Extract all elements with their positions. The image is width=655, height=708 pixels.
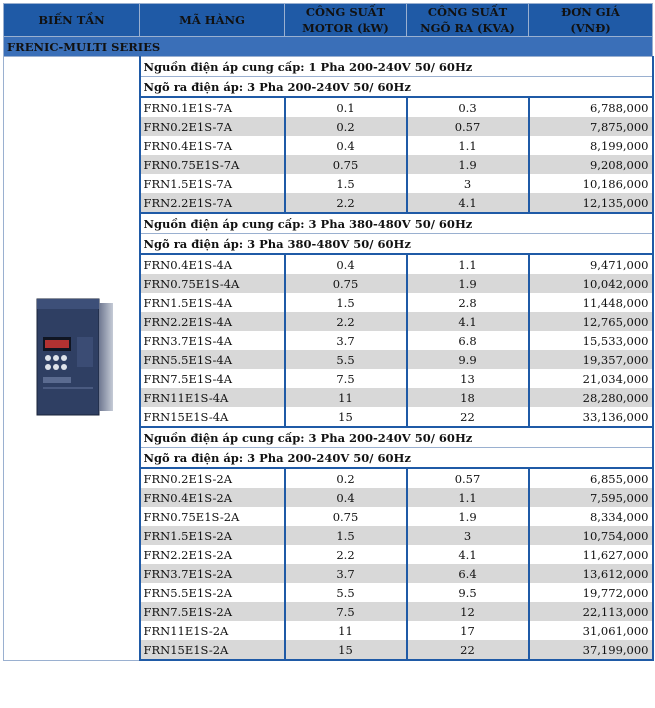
unit-price: 10,754,000 [529,526,653,545]
motor-power: 0.75 [285,155,407,174]
header-inverter [4,4,140,37]
unit-price: 15,533,000 [529,331,653,350]
motor-power: 2.2 [285,312,407,331]
price-table [3,3,654,661]
unit-price: 12,765,000 [529,312,653,331]
output-power: 4.1 [407,545,529,564]
series-title: FRENIC-MULTI SERIES [4,37,653,57]
product-code: FRN2.2E1S-4A [140,312,285,331]
product-code: FRN0.1E1S-7A [140,97,285,117]
unit-price: 21,034,000 [529,369,653,388]
group-supply-text: Nguồn điện áp cung cấp: 1 Pha 200-240V 50/ 60Hz [140,57,653,77]
header-motor-power [285,4,407,37]
group-supply-text: Nguồn điện áp cung cấp: 3 Pha 200-240V 50/ 60Hz [140,427,653,448]
product-code: FRN0.75E1S-4A [140,274,285,293]
output-power: 0.57 [407,468,529,488]
product-code: FRN11E1S-2A [140,621,285,640]
output-power: 3 [407,174,529,193]
output-power: 4.1 [407,312,529,331]
product-code: FRN3.7E1S-4A [140,331,285,350]
motor-power: 11 [285,621,407,640]
group-supply-text: Nguồn điện áp cung cấp: 3 Pha 380-480V 50/ 60Hz [140,213,653,234]
unit-price: 9,471,000 [529,254,653,274]
unit-price: 10,042,000 [529,274,653,293]
motor-power: 0.4 [285,488,407,507]
product-code: FRN15E1S-2A [140,640,285,660]
output-power: 1.1 [407,136,529,155]
unit-price: 7,595,000 [529,488,653,507]
motor-power: 0.2 [285,117,407,136]
output-power: 9.5 [407,583,529,602]
output-power: 18 [407,388,529,407]
unit-price: 8,334,000 [529,507,653,526]
output-power: 1.1 [407,488,529,507]
product-code: FRN2.2E1S-7A [140,193,285,213]
output-power: 1.9 [407,507,529,526]
motor-power: 0.1 [285,97,407,117]
product-code: FRN5.5E1S-2A [140,583,285,602]
motor-power: 3.7 [285,331,407,350]
product-code: FRN3.7E1S-2A [140,564,285,583]
unit-price: 11,627,000 [529,545,653,564]
unit-price: 10,186,000 [529,174,653,193]
header-output-line1: CÔNG SUẤT [427,5,508,19]
unit-price: 37,199,000 [529,640,653,660]
header-code-label: MÃ HÀNG [179,13,245,27]
product-code: FRN5.5E1S-4A [140,350,285,369]
inverter-image-cell [4,57,140,661]
product-code: FRN15E1S-4A [140,407,285,427]
motor-power: 5.5 [285,583,407,602]
series-row [4,37,653,57]
header-output-line2: NGÕ RA (KVA) [420,21,515,35]
motor-power: 15 [285,640,407,660]
output-power: 3 [407,526,529,545]
unit-price: 33,136,000 [529,407,653,427]
motor-power: 0.75 [285,274,407,293]
product-code: FRN0.2E1S-7A [140,117,285,136]
motor-power: 0.2 [285,468,407,488]
header-motor-line2: MOTOR (kW) [302,21,389,35]
motor-power: 7.5 [285,369,407,388]
product-code: FRN1.5E1S-4A [140,293,285,312]
product-code: FRN2.2E1S-2A [140,545,285,564]
motor-power: 3.7 [285,564,407,583]
unit-price: 7,875,000 [529,117,653,136]
motor-power: 1.5 [285,174,407,193]
header-price-line1: ĐƠN GIÁ [561,5,620,19]
group-supply-row [4,57,653,77]
unit-price: 6,855,000 [529,468,653,488]
unit-price: 19,772,000 [529,583,653,602]
product-code: FRN0.4E1S-7A [140,136,285,155]
product-code: FRN7.5E1S-2A [140,602,285,621]
unit-price: 12,135,000 [529,193,653,213]
product-code: FRN11E1S-4A [140,388,285,407]
output-power: 1.1 [407,254,529,274]
output-power: 4.1 [407,193,529,213]
inverter-image [23,293,119,421]
output-power: 22 [407,407,529,427]
motor-power: 1.5 [285,293,407,312]
motor-power: 15 [285,407,407,427]
header-unit-price [529,4,653,37]
output-power: 12 [407,602,529,621]
output-power: 17 [407,621,529,640]
unit-price: 28,280,000 [529,388,653,407]
motor-power: 11 [285,388,407,407]
unit-price: 31,061,000 [529,621,653,640]
product-code: FRN0.75E1S-7A [140,155,285,174]
product-code: FRN1.5E1S-7A [140,174,285,193]
product-code: FRN1.5E1S-2A [140,526,285,545]
header-output-power [407,4,529,37]
output-power: 1.9 [407,274,529,293]
output-power: 2.8 [407,293,529,312]
unit-price: 9,208,000 [529,155,653,174]
product-code: FRN0.4E1S-2A [140,488,285,507]
header-row [4,4,653,37]
header-motor-line1: CÔNG SUẤT [305,5,386,19]
output-power: 13 [407,369,529,388]
group-output-text: Ngõ ra điện áp: 3 Pha 200-240V 50/ 60Hz [140,77,653,98]
motor-power: 0.4 [285,254,407,274]
output-power: 0.57 [407,117,529,136]
product-code: FRN7.5E1S-4A [140,369,285,388]
group-output-text: Ngõ ra điện áp: 3 Pha 200-240V 50/ 60Hz [140,448,653,469]
unit-price: 8,199,000 [529,136,653,155]
motor-power: 0.4 [285,136,407,155]
unit-price: 6,788,000 [529,97,653,117]
product-code: FRN0.2E1S-2A [140,468,285,488]
output-power: 1.9 [407,155,529,174]
output-power: 9.9 [407,350,529,369]
product-code: FRN0.75E1S-2A [140,507,285,526]
product-code: FRN0.4E1S-4A [140,254,285,274]
header-inverter-label: BIẾN TẦN [38,13,105,27]
motor-power: 2.2 [285,193,407,213]
group-output-text: Ngõ ra điện áp: 3 Pha 380-480V 50/ 60Hz [140,234,653,255]
motor-power: 2.2 [285,545,407,564]
output-power: 6.4 [407,564,529,583]
header-price-line2: (VNĐ) [570,21,611,35]
header-code [140,4,285,37]
unit-price: 11,448,000 [529,293,653,312]
output-power: 6.8 [407,331,529,350]
unit-price: 13,612,000 [529,564,653,583]
output-power: 22 [407,640,529,660]
output-power: 0.3 [407,97,529,117]
motor-power: 5.5 [285,350,407,369]
unit-price: 19,357,000 [529,350,653,369]
unit-price: 22,113,000 [529,602,653,621]
motor-power: 1.5 [285,526,407,545]
motor-power: 7.5 [285,602,407,621]
motor-power: 0.75 [285,507,407,526]
